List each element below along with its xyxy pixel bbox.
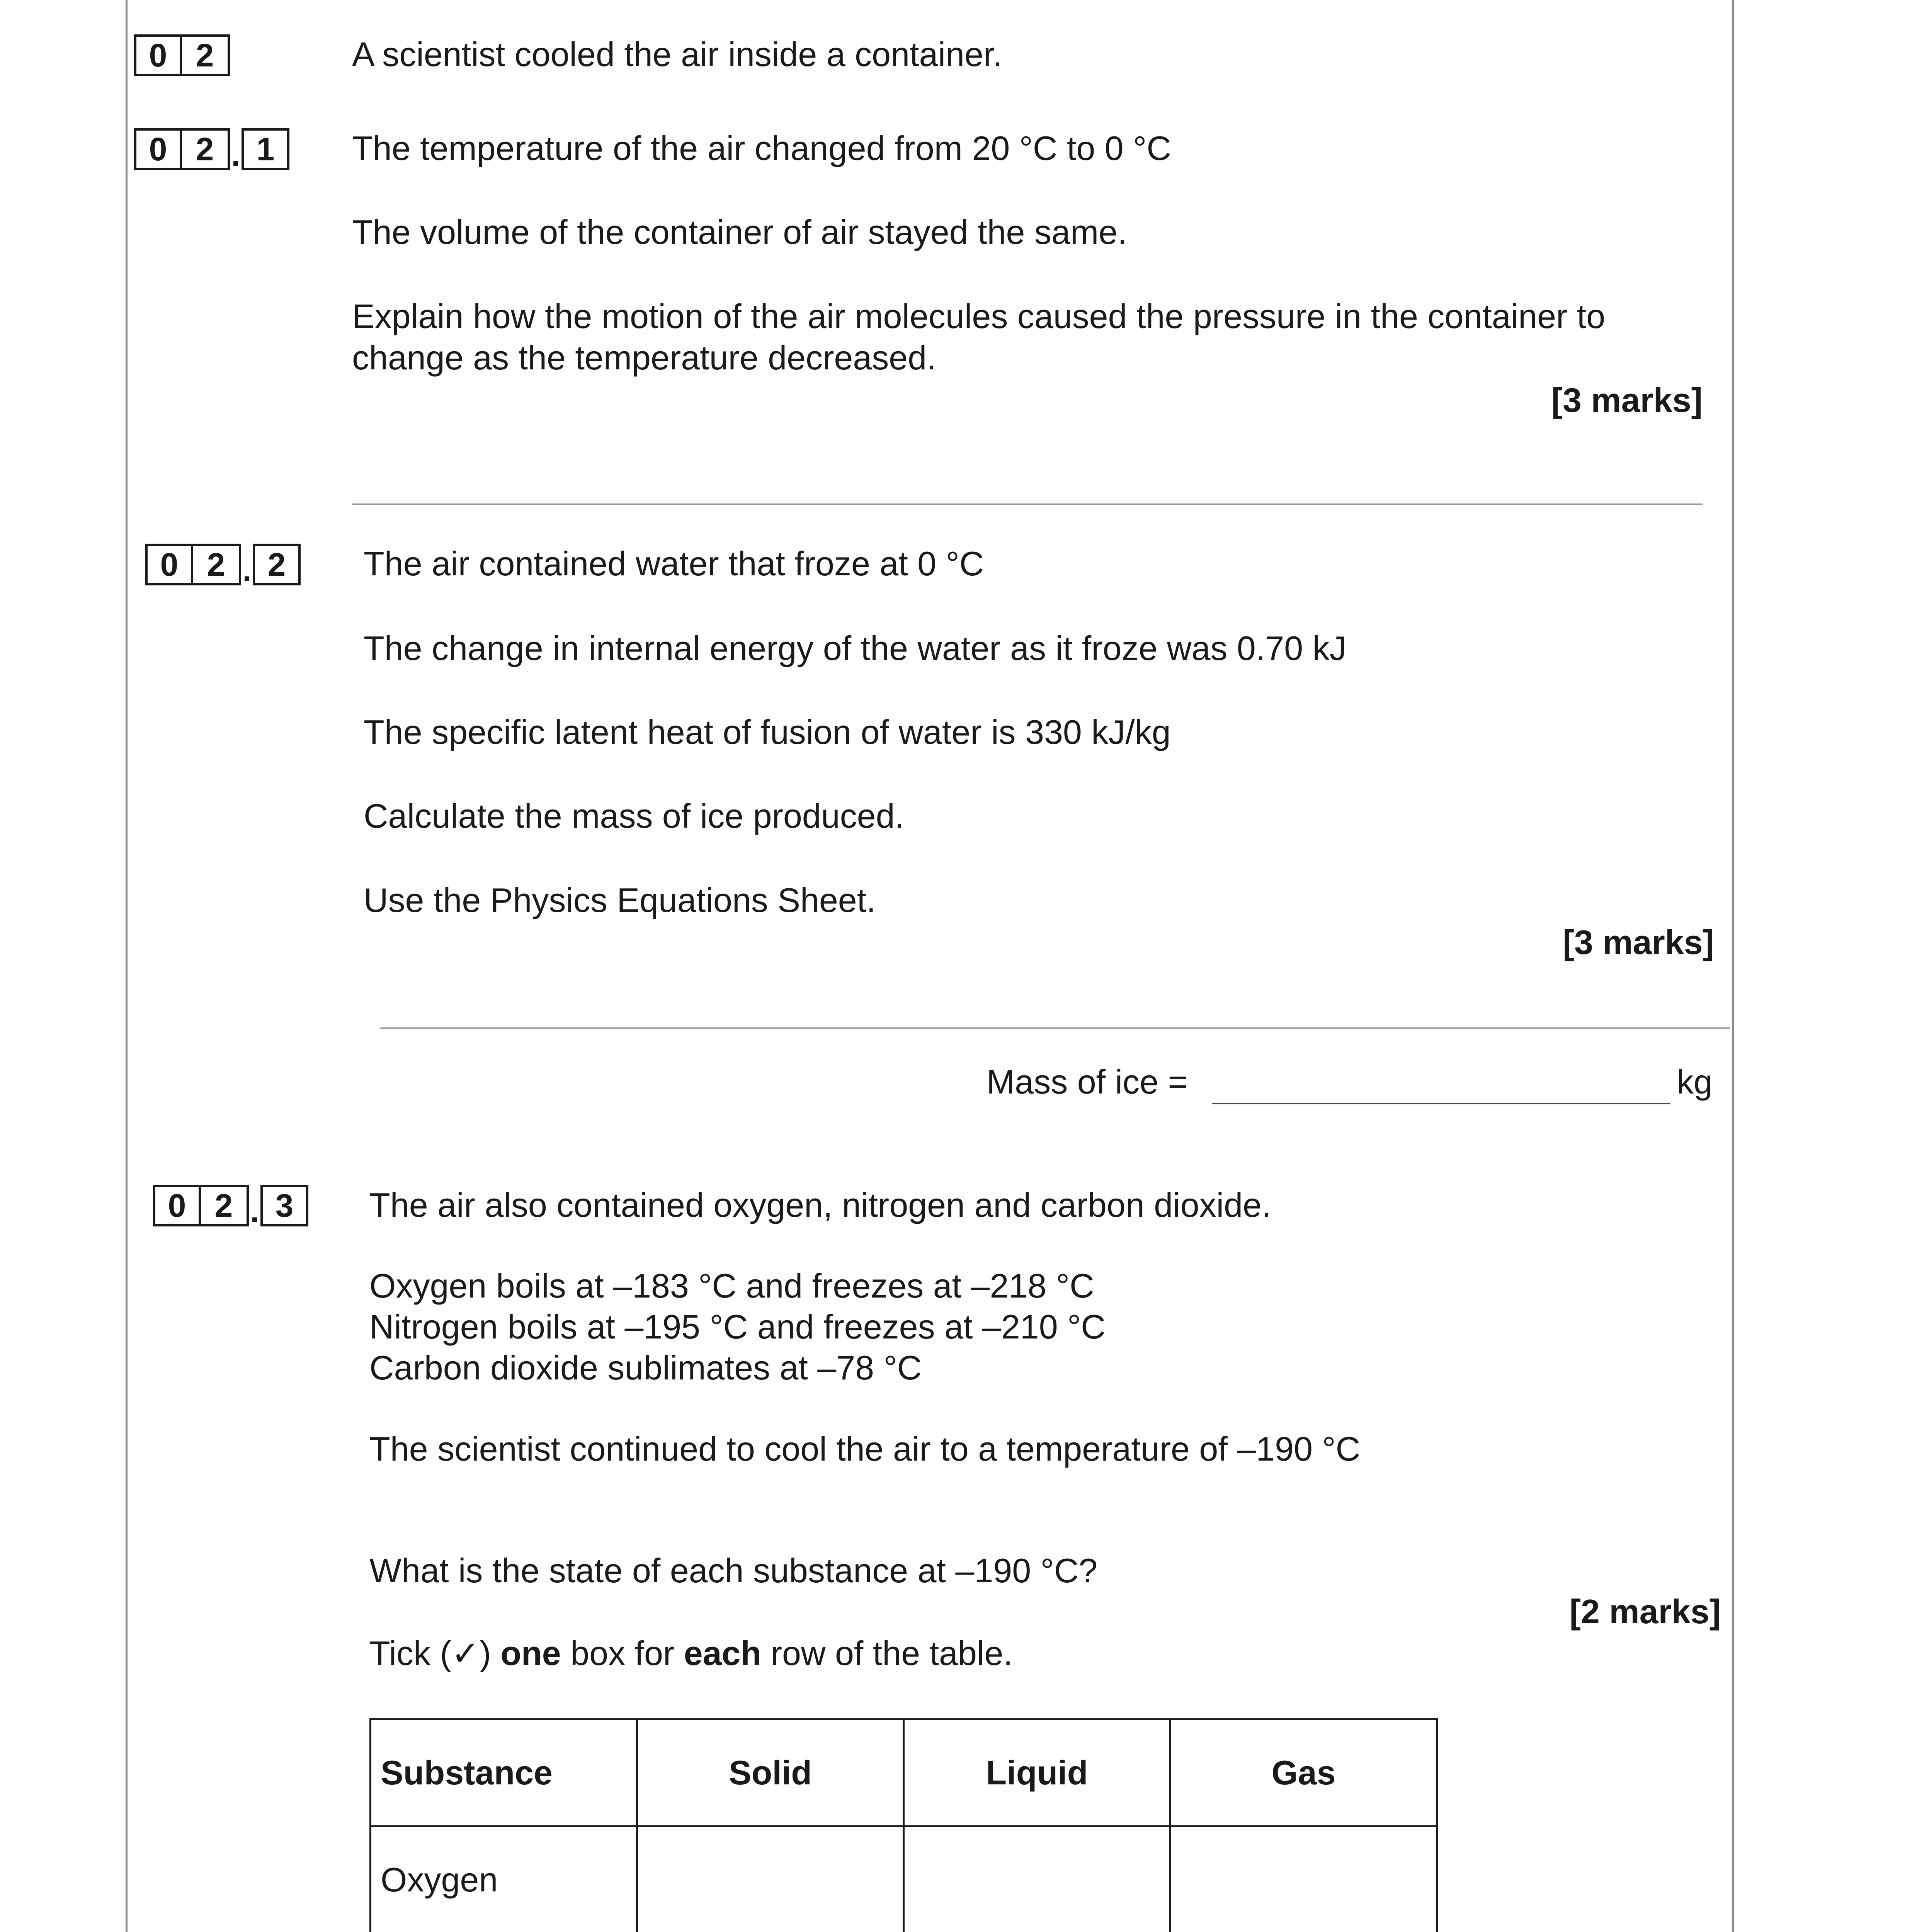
tick-emphasis: one (500, 1634, 561, 1672)
tick-instruction (369, 1633, 1013, 1674)
question-number-02-2 (145, 544, 301, 588)
digit-box: 2 (201, 1185, 249, 1226)
right-margin-line (1732, 0, 1734, 1932)
column-header: Liquid (904, 1719, 1170, 1827)
question-number-02-3 (153, 1185, 308, 1229)
tick-cell-liquid[interactable] (904, 1827, 1170, 1932)
marks-label: [2 marks] (1569, 1592, 1721, 1631)
tick-text: row of the table. (761, 1634, 1013, 1672)
digit-box: 0 (153, 1185, 201, 1226)
number-dot: . (250, 1193, 259, 1229)
substance-cell: Oxygen (371, 1827, 637, 1932)
tick-text: Tick (✓) (369, 1634, 501, 1672)
number-dot: . (231, 136, 240, 173)
table-row (371, 1827, 1437, 1932)
digit-box: 3 (260, 1185, 308, 1226)
question-text: Nitrogen boils at –195 °C and freezes at –210 °C (369, 1308, 1106, 1346)
question-text: The volume of the container of air stayed the same. (352, 213, 1127, 251)
column-header: Gas (1170, 1719, 1437, 1827)
answer-unit: kg (1677, 1063, 1713, 1101)
answer-line[interactable] (1212, 1103, 1670, 1104)
column-header: Substance (371, 1719, 637, 1827)
question-text: The specific latent heat of fusion of water is 330 kJ/kg (364, 713, 1171, 751)
question-text: change as the temperature decreased. (352, 338, 936, 377)
states-table (369, 1718, 1438, 1932)
marks-label: [3 marks] (1563, 923, 1714, 961)
digit-box: 2 (193, 544, 241, 585)
question-text: The temperature of the air changed from 20 °C to 0 °C (352, 129, 1171, 167)
column-header: Solid (637, 1719, 904, 1827)
digit-box: 2 (253, 544, 301, 585)
question-intro: A scientist cooled the air inside a container. (352, 35, 1002, 73)
digit-box: 1 (242, 128, 289, 170)
question-text: Explain how the motion of the air molecules caused the pressure in the container to (352, 297, 1606, 335)
question-text: The scientist continued to cool the air to a temperature of –190 °C (369, 1430, 1361, 1468)
digit-box: 2 (182, 34, 230, 76)
question-text: Carbon dioxide sublimates at –78 °C (369, 1349, 922, 1387)
marks-label: [3 marks] (1551, 381, 1703, 419)
question-number-02 (134, 34, 230, 76)
question-number-02-1 (134, 128, 289, 173)
tick-cell-solid[interactable] (637, 1827, 904, 1932)
number-dot: . (242, 552, 252, 588)
answer-space-rule (352, 503, 1703, 505)
tick-emphasis: each (684, 1634, 762, 1672)
tick-text: box for (561, 1634, 684, 1672)
answer-space-rule (380, 1027, 1730, 1029)
digit-box: 0 (145, 544, 193, 585)
answer-label: Mass of ice = (987, 1063, 1188, 1101)
question-text: What is the state of each substance at –190 °C? (369, 1551, 1098, 1590)
question-text: Calculate the mass of ice produced. (364, 797, 904, 835)
tick-cell-gas[interactable] (1170, 1827, 1437, 1932)
left-margin-line (126, 0, 128, 1932)
question-text: Use the Physics Equations Sheet. (364, 881, 876, 919)
question-text: Oxygen boils at –183 °C and freezes at –218 °C (369, 1267, 1094, 1305)
digit-box: 0 (134, 34, 182, 76)
question-text: The air contained water that froze at 0 °C (364, 544, 984, 583)
question-text: The change in internal energy of the water as it froze was 0.70 kJ (364, 629, 1347, 667)
table-header-row (371, 1719, 1437, 1827)
question-text: The air also contained oxygen, nitrogen and carbon dioxide. (369, 1186, 1271, 1224)
digit-box: 2 (182, 128, 230, 170)
digit-box: 0 (134, 128, 182, 170)
